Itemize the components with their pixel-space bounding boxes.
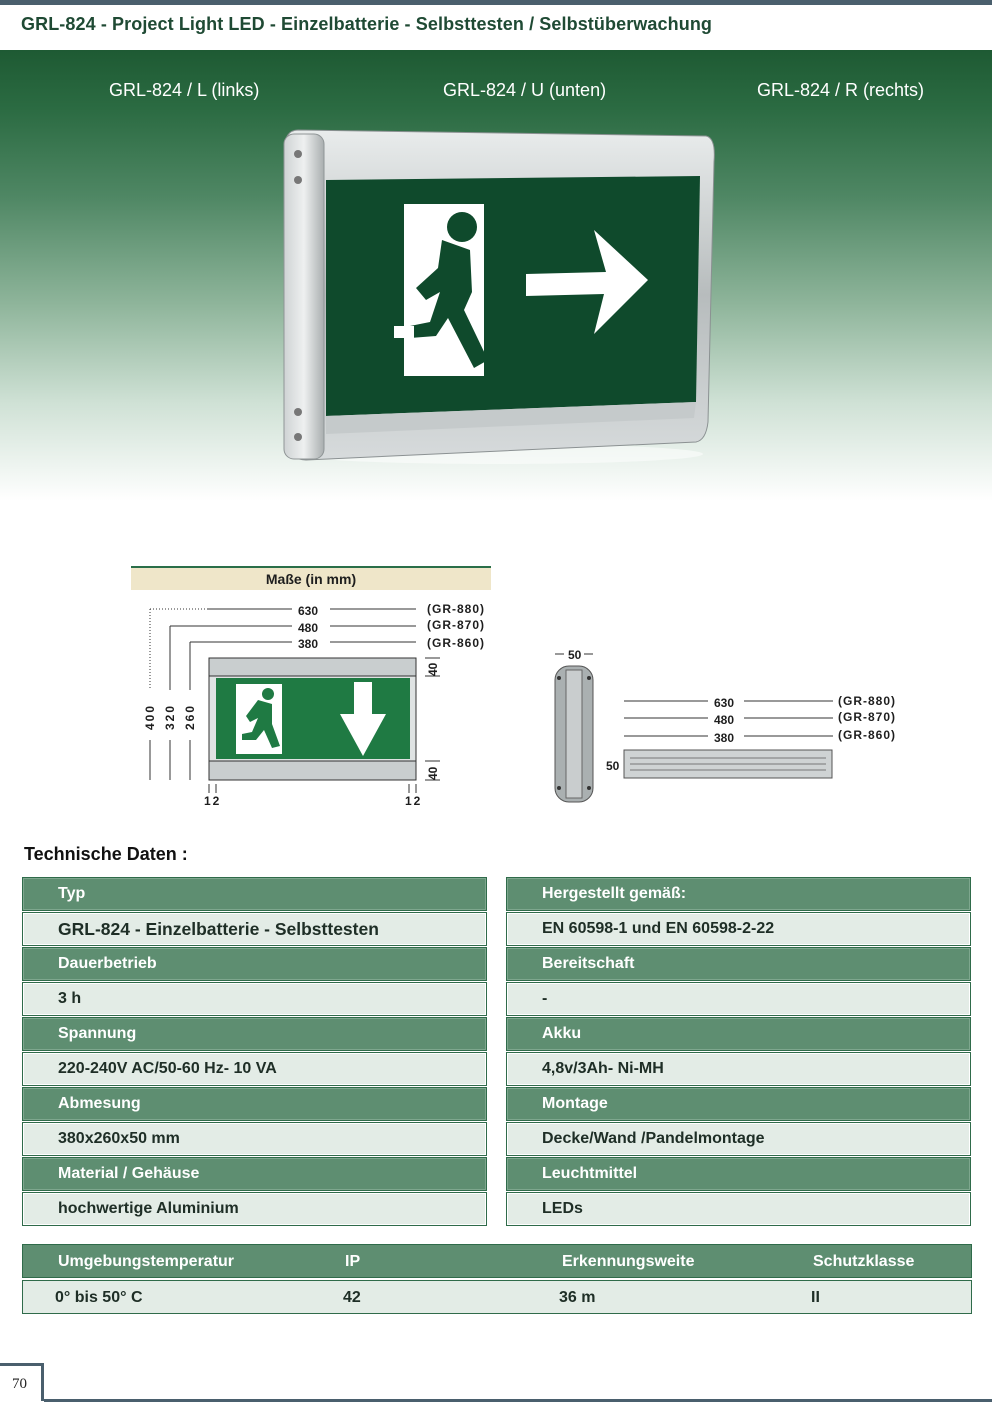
- spec-label-voltage: Spannung: [22, 1017, 487, 1051]
- top-model-label-870: (GR-870): [838, 710, 897, 724]
- model-label-860: (GR-860): [427, 636, 486, 650]
- margin-label-left: 12: [204, 794, 222, 808]
- top-width-label-480: 480: [714, 713, 735, 727]
- variant-label-left: GRL-824 / L (links): [109, 80, 260, 100]
- page-title: GRL-824 - Project Light LED - Einzelbatterie - Selbsttesten / Selbstüberwachung: [21, 14, 713, 34]
- top-model-label-880: (GR-880): [838, 694, 897, 708]
- env-header-ip: IP: [345, 1253, 361, 1270]
- env-header-temperature: Umgebungstemperatur: [58, 1253, 235, 1270]
- page-number: 70: [12, 1376, 27, 1392]
- spec-value-voltage: 220-240V AC/50-60 Hz- 10 VA: [22, 1052, 487, 1086]
- tech-data-title: Technische Daten :: [24, 844, 188, 864]
- spec-label-type: Typ: [22, 877, 487, 911]
- margin-label-right: 12: [405, 794, 423, 808]
- spec-value-type: GRL-824 - Einzelbatterie - Selbsttesten: [22, 912, 487, 946]
- spec-value-dimensions: 380x260x50 mm: [22, 1122, 487, 1156]
- variant-label-right: GRL-824 / R (rechts): [757, 80, 925, 100]
- spec-value-lamp: LEDs: [506, 1192, 971, 1226]
- footer-rule: [44, 1399, 992, 1402]
- height-label-400: 400: [143, 703, 157, 730]
- top-rule: [0, 0, 992, 5]
- spec-label-dimensions: Abmesung: [22, 1087, 487, 1121]
- spec-label-material: Material / Gehäuse: [22, 1157, 487, 1191]
- frame-label-top: 40: [426, 662, 440, 676]
- spec-value-battery: 4,8v/3Ah- Ni-MH: [506, 1052, 971, 1086]
- top-model-label-860: (GR-860): [838, 728, 897, 742]
- model-label-870: (GR-870): [427, 618, 486, 632]
- spec-value-standard: EN 60598-1 und EN 60598-2-22: [506, 912, 971, 946]
- depth-label-side: 50: [568, 648, 582, 662]
- frame-label-bottom: 40: [426, 766, 440, 780]
- env-header-range: Erkennungsweite: [562, 1253, 695, 1270]
- exit-sign-product-image: [276, 122, 726, 472]
- dimensions-diagram: [0, 590, 992, 820]
- variant-label-down: GRL-824 / U (unten): [443, 80, 607, 100]
- spec-label-duration: Dauerbetrieb: [22, 947, 487, 981]
- height-label-320: 320: [163, 703, 177, 730]
- env-header-class: Schutzklasse: [813, 1253, 915, 1270]
- spec-label-standard: Hergestellt gemäß:: [506, 877, 971, 911]
- env-value-ip: 42: [343, 1289, 361, 1306]
- env-table-header: [22, 1244, 972, 1278]
- top-width-label-380: 380: [714, 731, 735, 745]
- env-value-temperature: 0° bis 50° C: [55, 1289, 143, 1306]
- spec-value-mounting: Decke/Wand /Pandelmontage: [506, 1122, 971, 1156]
- depth-label-top: 50: [606, 759, 620, 773]
- spec-label-mounting: Montage: [506, 1087, 971, 1121]
- spec-label-battery: Akku: [506, 1017, 971, 1051]
- width-label-380: 380: [298, 637, 319, 651]
- model-label-880: (GR-880): [427, 602, 486, 616]
- spec-value-standby: -: [506, 982, 971, 1016]
- spec-value-duration: 3 h: [22, 982, 487, 1016]
- top-width-label-630: 630: [714, 696, 735, 710]
- spec-label-standby: Bereitschaft: [506, 947, 971, 981]
- width-label-480: 480: [298, 621, 319, 635]
- width-label-630: 630: [298, 604, 319, 618]
- height-label-260: 260: [183, 703, 197, 730]
- dimensions-heading: Maße (in mm): [131, 566, 491, 590]
- env-table-values: [22, 1280, 972, 1314]
- env-value-range: 36 m: [559, 1289, 596, 1306]
- spec-value-material: hochwertige Aluminium: [22, 1192, 487, 1226]
- spec-label-lamp: Leuchtmittel: [506, 1157, 971, 1191]
- env-value-class: II: [811, 1289, 820, 1306]
